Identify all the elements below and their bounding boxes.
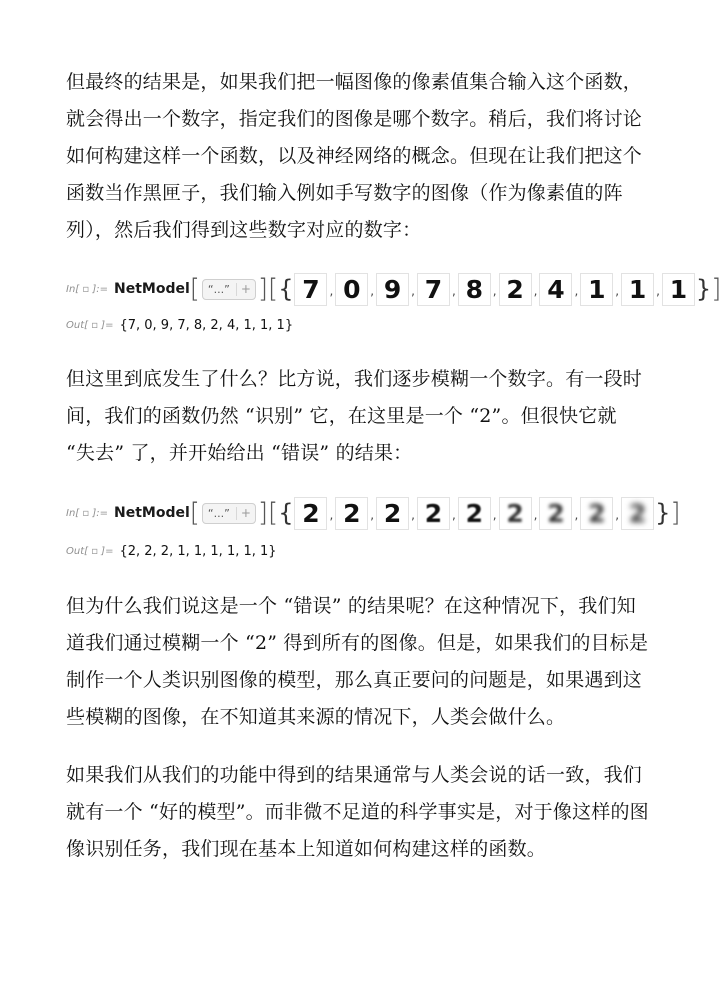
handwritten-digit-image [621, 273, 654, 306]
paragraph-intro: 但最终的结果是，如果我们把一幅图像的像素值集合输入这个函数，就会得出一个数字，指定我们的图像是哪个数字。稍后，我们将讨论如何构建这样一个函数，以及神经网络的概念。但现在让我们把这个函数当作黑匣子，我们输入例如手写数字的图像（作为像素值的阵列），然后我们得到这些数字对应的数字： [66, 71, 643, 241]
open-bracket: [ [268, 274, 279, 304]
digit-glyph: 2 [424, 498, 443, 528]
list-separator: , [492, 283, 497, 298]
open-bracket: [ [268, 498, 279, 528]
list-separator: , [411, 507, 415, 522]
close-bracket: ] [257, 274, 269, 304]
plus-icon[interactable]: + [240, 506, 251, 520]
digit-glyph: 2 [302, 498, 320, 528]
handwritten-digit-image [580, 497, 613, 530]
digit-glyph: 2 [588, 498, 606, 528]
function-name: NetModel [113, 505, 190, 521]
plus-icon[interactable]: + [240, 282, 251, 296]
digit-glyph: 2 [506, 498, 524, 528]
list-separator: , [329, 507, 334, 522]
handwritten-digit-image [294, 497, 327, 530]
paragraph-question: 但为什么我们说这是一个 “错误” 的结果呢？在这种情况下，我们知道我们通过模糊一个 “2” 得到所有的图像。但是，如果我们的目标是制作一个人类识别图像的模型，那么真正要问的问题是，如果遇到这些模糊的图像，在不知道其来源的情况下，人类会做什么。 [66, 595, 649, 728]
list-separator: , [370, 507, 375, 522]
list-separator: , [533, 507, 538, 522]
close-bracket: ] [670, 498, 681, 528]
list-separator: , [615, 507, 620, 522]
digit-glyph: 2 [343, 498, 361, 528]
list-separator: , [451, 283, 456, 298]
digit-glyph: 1 [588, 274, 606, 304]
digit-glyph: 2 [547, 498, 565, 528]
code-output-1 [66, 306, 293, 344]
code-input-2 [66, 493, 681, 533]
handwritten-digit-image [417, 497, 450, 530]
handwritten-digit-image [499, 497, 532, 530]
list-separator: , [615, 283, 620, 298]
handwritten-digit-image [499, 273, 532, 306]
digit-image-list [293, 273, 695, 306]
list-separator: , [574, 283, 579, 298]
handwritten-digit-image [417, 273, 450, 306]
chip-text: “...” [203, 507, 237, 520]
close-bracket: ] [257, 498, 269, 528]
output-label: Out[ ▫ ]= [66, 319, 114, 331]
input-label: In[ ▫ ]:= [66, 507, 108, 519]
digit-glyph: 2 [465, 498, 483, 528]
close-bracket: ] [711, 274, 721, 304]
close-brace: } [695, 275, 712, 303]
list-separator: , [574, 507, 579, 522]
model-name-chip[interactable] [202, 503, 256, 524]
list-separator: , [411, 283, 415, 298]
list-separator: , [656, 283, 660, 298]
handwritten-digit-image [376, 273, 409, 306]
handwritten-digit-image [539, 497, 572, 530]
chip-text: “...” [203, 283, 237, 296]
handwritten-digit-image [539, 273, 572, 306]
function-name: NetModel [113, 281, 190, 297]
list-separator: , [492, 507, 497, 522]
list-separator: , [533, 283, 538, 298]
output-value: {7, 0, 9, 7, 8, 2, 4, 1, 1, 1} [119, 317, 294, 333]
handwritten-digit-image [335, 273, 368, 306]
handwritten-digit-image [294, 273, 327, 306]
digit-glyph: 2 [383, 498, 402, 528]
handwritten-digit-image [458, 497, 491, 530]
digit-glyph: 7 [302, 274, 320, 304]
handwritten-digit-image [580, 273, 613, 306]
handwritten-digit-image [335, 497, 368, 530]
digit-glyph: 1 [669, 274, 688, 304]
list-separator: , [451, 507, 456, 522]
output-label: Out[ ▫ ]= [66, 545, 114, 557]
output-value: {2, 2, 2, 1, 1, 1, 1, 1, 1} [119, 543, 277, 559]
code-output-2 [66, 532, 277, 570]
list-separator: , [370, 283, 375, 298]
handwritten-digit-image [458, 273, 491, 306]
close-brace: } [655, 499, 671, 527]
digit-glyph: 4 [547, 274, 565, 304]
handwritten-digit-image [621, 497, 654, 530]
code-input-1 [66, 269, 721, 309]
open-bracket: [ [189, 274, 200, 304]
digit-glyph: 9 [383, 274, 402, 304]
digit-glyph: 2 [506, 274, 524, 304]
digit-glyph: 7 [424, 274, 443, 304]
digit-glyph: 8 [465, 274, 483, 304]
digit-glyph: 0 [343, 274, 361, 304]
digit-image-list [293, 497, 655, 530]
digit-glyph: 2 [628, 498, 647, 528]
open-brace: { [278, 275, 294, 303]
paragraph-conclusion: 如果我们从我们的功能中得到的结果通常与人类会说的话一致，我们就有一个 “好的模型”。而非微不足道的科学事实是，对于像这样的图像识别任务，我们现在基本上知道如何构建这样的函数。 [66, 764, 649, 860]
input-label: In[ ▫ ]:= [66, 283, 108, 295]
list-separator: , [329, 283, 334, 298]
handwritten-digit-image [376, 497, 409, 530]
paragraph-blur: 但这里到底发生了什么？比方说，我们逐步模糊一个数字。有一段时间，我们的函数仍然 “识别” 它，在这里是一个 “2”。但很快它就 “失去” 了，并开始给出 “错误” 的结果： [66, 368, 643, 464]
model-name-chip[interactable] [202, 279, 256, 300]
open-bracket: [ [189, 498, 200, 528]
digit-glyph: 1 [628, 274, 647, 304]
open-brace: { [278, 499, 294, 527]
handwritten-digit-image [662, 273, 695, 306]
